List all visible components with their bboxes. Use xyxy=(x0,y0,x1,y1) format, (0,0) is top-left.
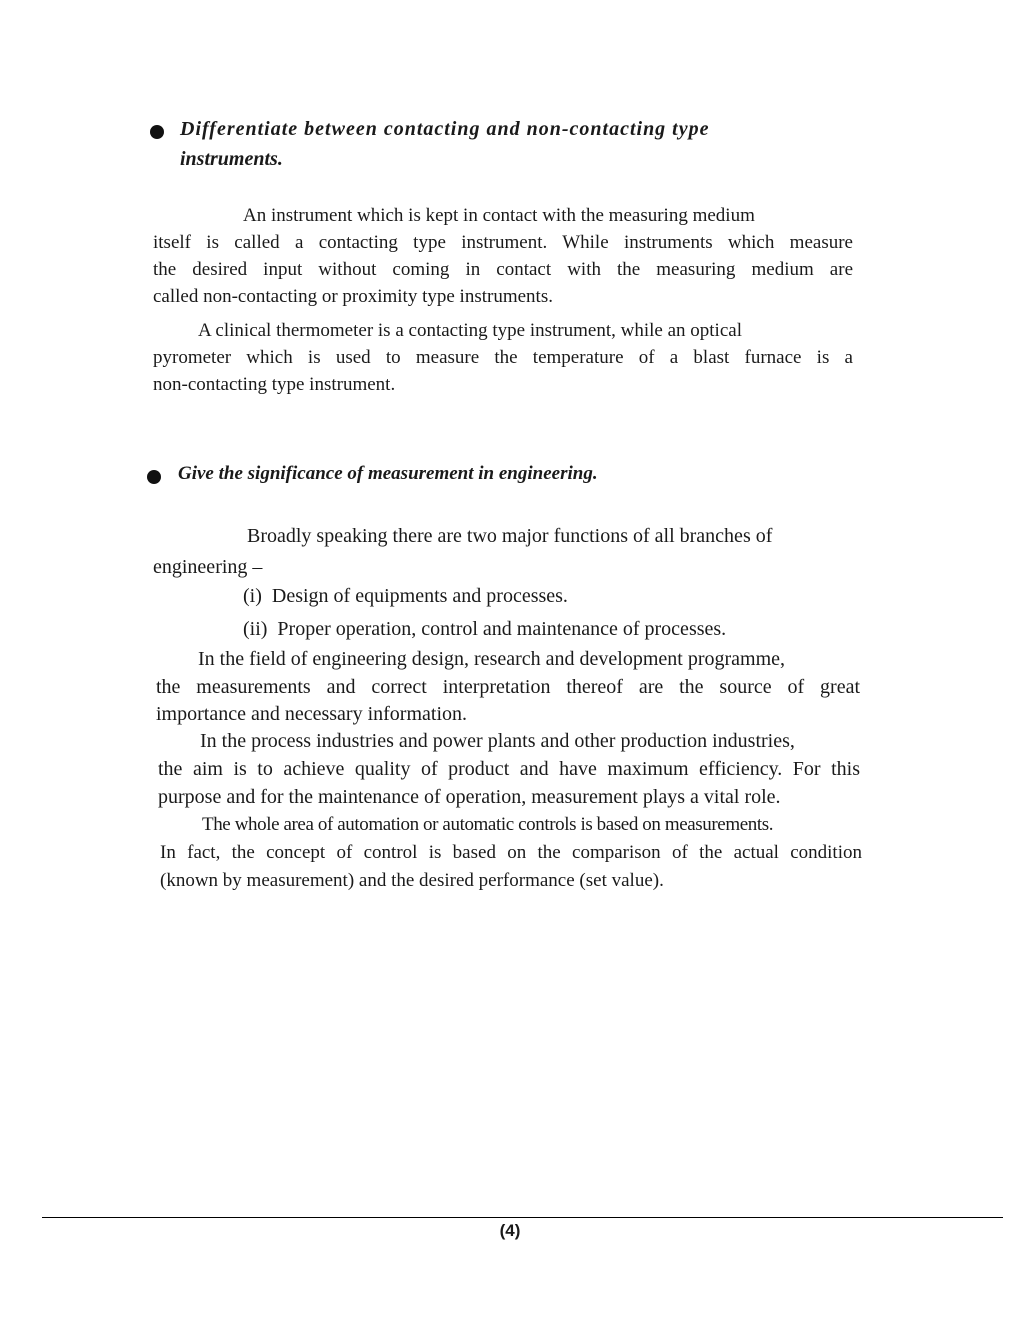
paragraph-line: The whole area of automation or automatic controls is based on measurements. xyxy=(202,814,774,835)
paragraph-line: A clinical thermometer is a contacting type instrument, while an optical xyxy=(198,320,742,341)
paragraph-line: In fact, the concept of control is based on the comparison of the actual condition xyxy=(160,842,862,863)
list-item: (ii) Proper operation, control and maintenance of processes. xyxy=(243,618,727,640)
paragraph-line: Broadly speaking there are two major functions of all branches of xyxy=(247,525,773,547)
paragraph-line: An instrument which is kept in contact with the measuring medium xyxy=(243,205,755,226)
paragraph-line: pyrometer which is used to measure the temperature of a blast furnace is a xyxy=(153,347,853,368)
bullet-icon xyxy=(147,470,161,484)
section-heading: Give the significance of measurement in engineering. xyxy=(178,463,598,484)
paragraph-line: the measurements and correct interpretation thereof are the source of great xyxy=(156,676,860,698)
list-item: (i) Design of equipments and processes. xyxy=(243,585,568,607)
page-number: (4) xyxy=(499,1221,521,1240)
paragraph-line: importance and necessary information. xyxy=(156,703,467,725)
paragraph-line: In the field of engineering design, research and development programme, xyxy=(198,648,786,670)
paragraph-line: the desired input without coming in contact with the measuring medium are xyxy=(153,259,853,280)
paragraph-line: In the process industries and power plants and other production industries, xyxy=(200,730,795,752)
footer-divider xyxy=(42,1217,1003,1218)
section-heading: Differentiate between contacting and non-contacting type xyxy=(180,118,710,140)
paragraph-line: non-contacting type instrument. xyxy=(153,374,396,395)
bullet-icon xyxy=(150,125,164,139)
paragraph-line: purpose and for the maintenance of operation, measurement plays a vital role. xyxy=(158,786,781,808)
paragraph-line: engineering – xyxy=(153,556,263,578)
paragraph-line: called non-contacting or proximity type instruments. xyxy=(153,286,553,307)
paragraph-line: itself is called a contacting type instrument. While instruments which measure xyxy=(153,232,853,253)
section-heading: instruments. xyxy=(180,148,283,170)
paragraph-line: (known by measurement) and the desired performance (set value). xyxy=(160,870,664,891)
paragraph-line: the aim is to achieve quality of product and have maximum efficiency. For this xyxy=(158,758,860,780)
